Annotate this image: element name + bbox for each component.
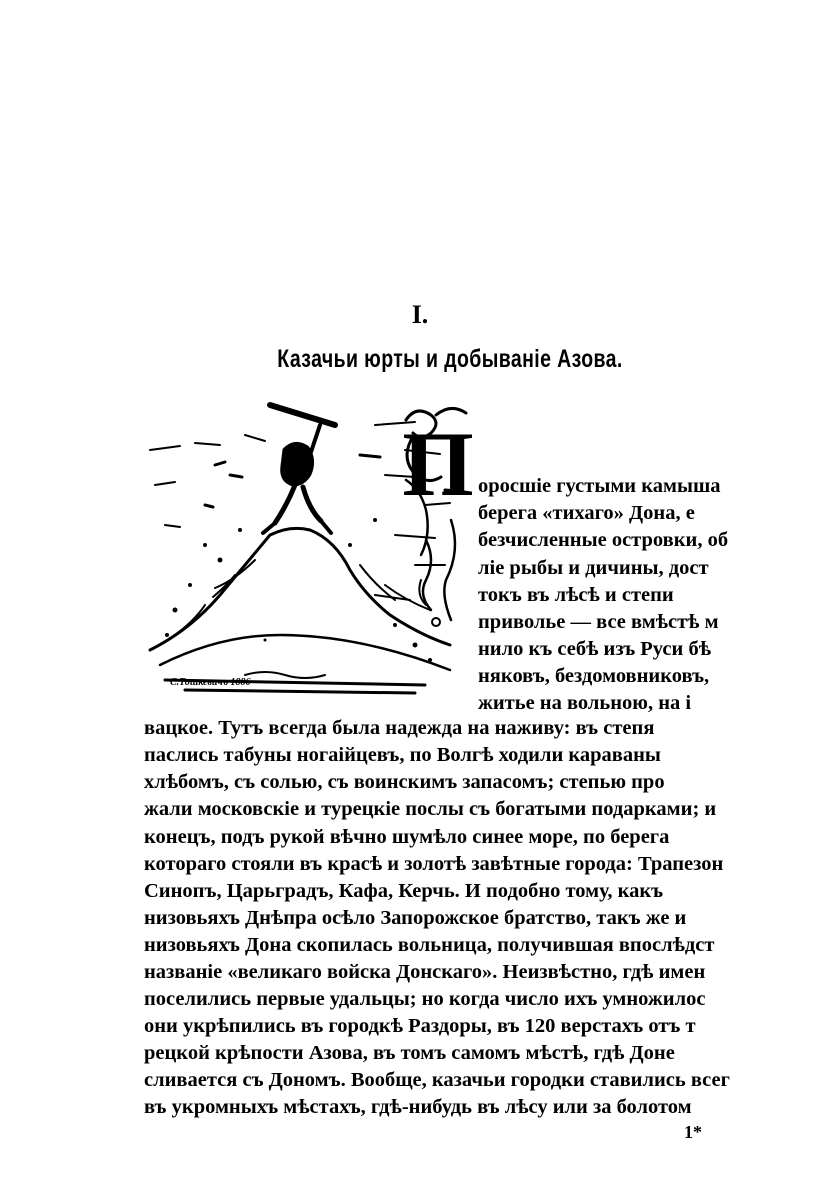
- text-line: няковъ, бездомовниковъ,: [478, 665, 710, 687]
- page-number: 1*: [684, 1122, 702, 1142]
- text-line: названіе «великаго войска Донскаго». Неизвѣстно, гдѣ имен: [144, 961, 706, 983]
- text-line: безчисленные островки, об: [478, 529, 729, 551]
- text-line: они укрѣпились въ городкѣ Раздоры, въ 120 верстахъ отъ т: [144, 1015, 696, 1037]
- text-line: низовьяхъ Дона скопилась вольница, получившая впослѣдст: [144, 934, 715, 956]
- text-line: котораго стояли въ красѣ и золотѣ завѣтные города: Трапезон: [144, 853, 724, 875]
- text-line: паслись табуны ногаійцевъ, по Волгѣ ходили караваны: [144, 744, 661, 766]
- text-line: поселились первые удальцы; но когда число ихъ умножилос: [144, 988, 706, 1010]
- text-line: хлѣбомъ, съ солью, съ воинскимъ запасомъ; степью про: [144, 771, 665, 793]
- chapter-title: Казачьи юрты и добываніе Азова.: [277, 345, 623, 373]
- text-line: конецъ, подъ рукой вѣчно шумѣло синее море, по берега: [144, 826, 670, 848]
- text-line: жали московскіе и турецкіе послы съ богатыми подарками; и: [144, 798, 717, 820]
- text-line: оросшіе густыми камыша: [478, 475, 721, 497]
- text-line: приволье — все вмѣстѣ м: [478, 611, 719, 633]
- text-line: нило къ себѣ изъ Руси бѣ: [478, 638, 712, 660]
- text-line: Синопъ, Царьградъ, Кафа, Керчь. И подобно тому, какъ: [144, 880, 664, 902]
- text-line: житье на вольною, на і: [478, 692, 692, 714]
- dropcap-letter: П: [402, 413, 474, 515]
- text-line: въ укромныхъ мѣстахъ, гдѣ-нибудь въ лѣсу или за болотом: [144, 1096, 692, 1118]
- text-line: низовьяхъ Днѣпра осѣло Запорожское братство, такъ же и: [144, 907, 687, 929]
- text-line: токъ въ лѣсѣ и степи: [478, 584, 674, 606]
- text-line: сливается съ Дономъ. Вообще, казачьи городки ставились всег: [144, 1069, 730, 1091]
- text-line: берега «тихаго» Дона, е: [478, 502, 695, 524]
- ornamental-initial: [396, 400, 476, 635]
- text-line: рецкой крѣпости Азова, въ томъ самомъ мѣстѣ, гдѣ Доне: [144, 1042, 675, 1064]
- chapter-number: I.: [411, 300, 429, 329]
- text-line: вацкое. Тутъ всегда была надежда на наживу: въ степя: [144, 717, 655, 739]
- illustration-signature: С.Тошкевичъ 1886: [170, 677, 251, 688]
- text-line: ліе рыбы и дичины, дост: [478, 557, 709, 579]
